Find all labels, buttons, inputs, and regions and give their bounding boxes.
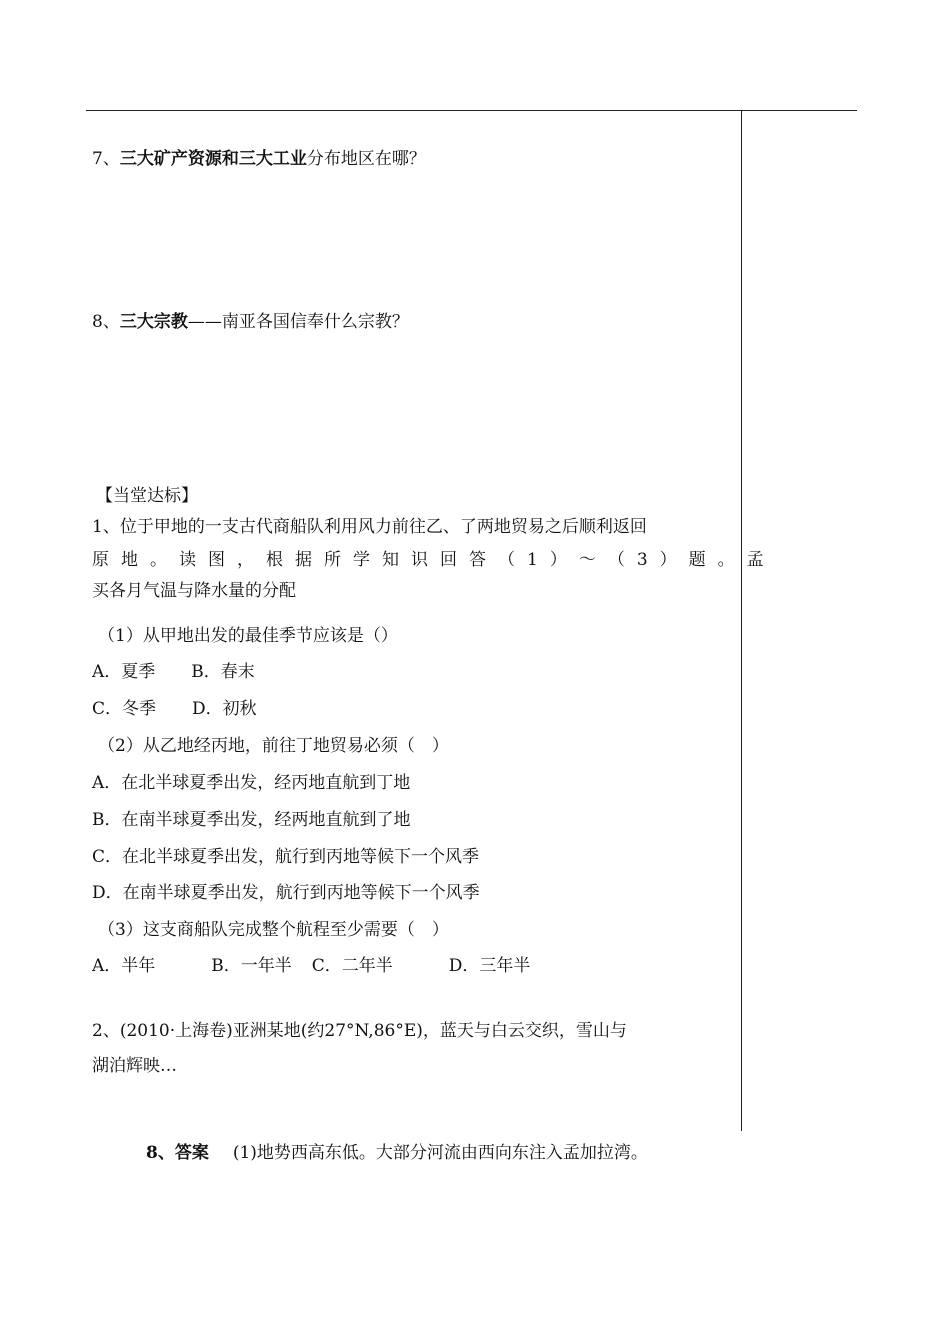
problem-2-line-1: 2、(2010·上海卷)亚洲某地(约27°N,86°E)，蓝天与白云交织，雪山与	[92, 1021, 627, 1041]
answer-text: (1)地势西高东低。大部分河流由西向东注入孟加拉湾。	[232, 1143, 648, 1163]
option-b: B．春末	[191, 662, 255, 682]
problem-1-line-3: 买各月气温与降水量的分配	[92, 581, 296, 601]
option-d: D．初秋	[192, 699, 257, 719]
sub-question-1-options-ab	[92, 661, 255, 683]
question-8-number: 8、	[92, 312, 120, 332]
option-c: C．二年半	[311, 956, 393, 976]
option-a: A．半年	[92, 956, 156, 976]
option-c: C．冬季	[92, 699, 157, 719]
answer-line	[146, 1142, 648, 1164]
question-7-bold: 三大矿产资源和三大工业	[119, 149, 307, 169]
sub-question-2-option-d: D．在南半球夏季出发，航行到丙地等候下一个风季	[92, 883, 480, 903]
question-7	[92, 148, 426, 170]
option-d: D．三年半	[448, 956, 531, 976]
problem-1-line-1: 1、位于甲地的一支古代商船队利用风力前往乙、了两地贸易之后顺利返回	[92, 517, 647, 537]
section-title: 【当堂达标】	[96, 486, 198, 506]
sub-question-2-option-a: A．在北半球夏季出发，经丙地直航到丁地	[92, 773, 411, 793]
question-8-text: ——南亚各国信奉什么宗教？	[187, 312, 409, 332]
sub-question-2-option-b: B．在南半球夏季出发，经两地直航到了地	[92, 810, 411, 830]
option-a: A．夏季	[92, 662, 156, 682]
margin-rule	[741, 110, 742, 1131]
sub-question-3-options	[92, 955, 530, 977]
sub-question-1: （1）从甲地出发的最佳季节应该是（）	[98, 626, 398, 646]
option-b: B．一年半	[211, 956, 292, 976]
question-8	[92, 311, 409, 333]
question-7-number: 7、	[92, 149, 120, 169]
problem-2-line-2: 湖泊辉映…	[92, 1056, 177, 1076]
question-8-bold: 三大宗教	[119, 312, 188, 332]
answer-label: 8、答案	[146, 1143, 209, 1163]
problem-1-line-2: 原地。读图，根据所学知识回答（1）～（3）题。孟	[92, 550, 776, 570]
sub-question-3: （3）这支商船队完成整个航程至少需要（ ）	[98, 920, 449, 940]
sub-question-2: （2）从乙地经丙地，前往丁地贸易必须（ ）	[98, 736, 449, 756]
sub-question-1-options-cd	[92, 698, 257, 720]
sub-question-2-option-c: C．在北半球夏季出发，航行到丙地等候下一个风季	[92, 847, 480, 867]
question-7-text: 分布地区在哪？	[306, 149, 426, 169]
